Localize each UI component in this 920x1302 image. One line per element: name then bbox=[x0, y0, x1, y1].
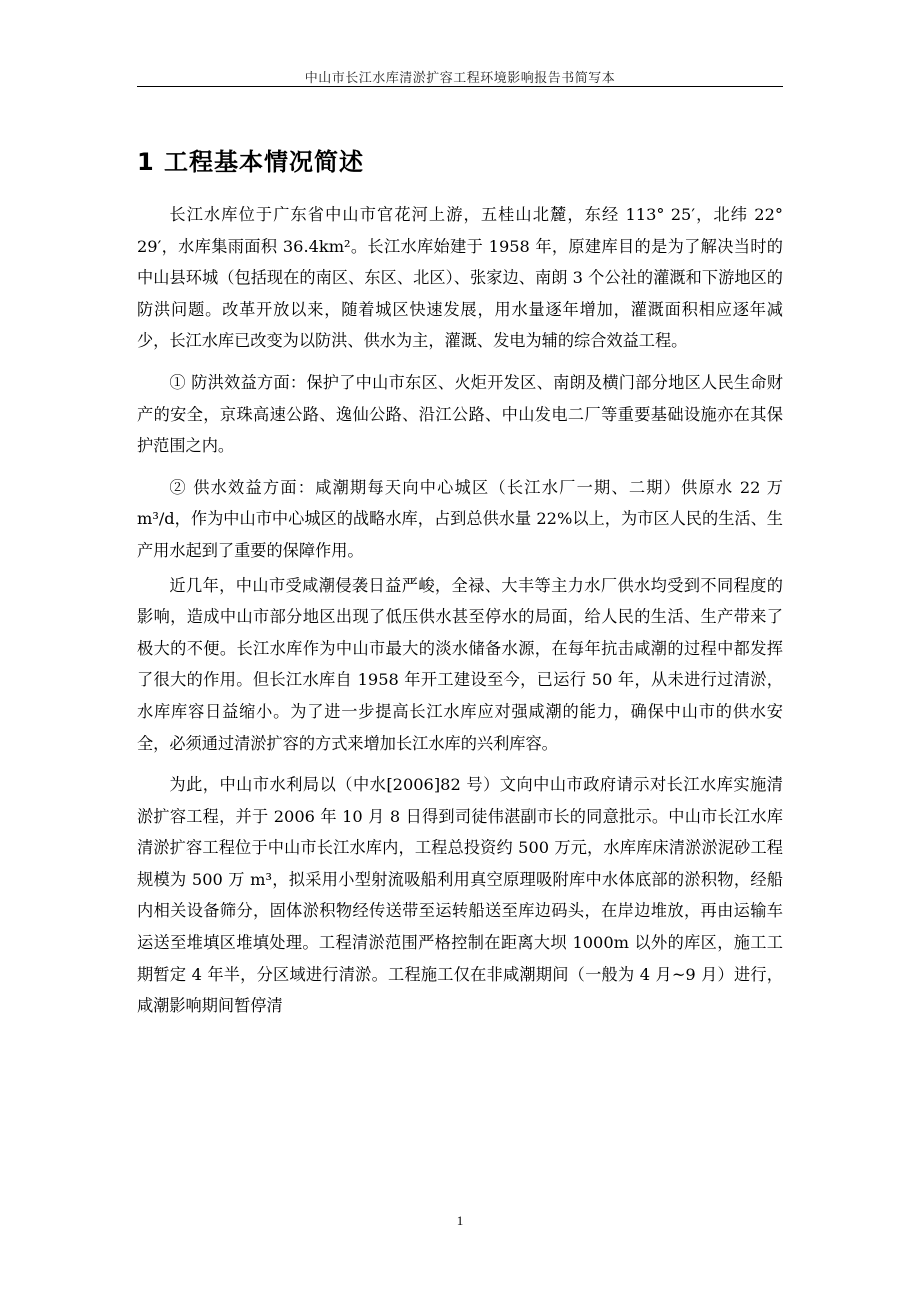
paragraph-project-description: 为此，中山市水利局以（中水[2006]82 号）文向中山市政府请示对长江水库实施清淤扩容工程，并于 2006 年 10 月 8 日得到司徒伟湛副市长的同意批示。中山市长江水库清淤扩容工程位于中山市长江水库内，工程总投资约 500 万元，水库库床清淤淤泥砂工程规模为 500 万 m³，拟采用小型射流吸船利用真空原理吸附库中水体底部的淤积物，经船内相关设备筛分，固体淤积物经传送带至运转船送至库边码头，在岸边堆放，再由运输车运送至堆填区堆填处理。工程清淤范围严格控制在距离大坝 1000m 以外的库区，施工工期暂定 4 年半，分区域进行清淤。工程施工仅在非咸潮期间（一般为 4 月~9 月）进行，咸潮影响期间暂停清 bbox=[137, 775, 783, 1016]
running-header: 中山市长江水库清淤扩容工程环境影响报告书简写本 bbox=[304, 71, 616, 86]
header-rule bbox=[137, 86, 783, 87]
section-heading: 1 工程基本情况简述 bbox=[137, 148, 365, 176]
paragraph-saltwater-issue: 近几年，中山市受咸潮侵袭日益严峻，全禄、大丰等主力水厂供水均受到不同程度的影响，造成中山市部分地区出现了低压供水甚至停水的局面，给人民的生活、生产带来了极大的不便。长江水库作为中山市最大的淡水储备水源，在每年抗击咸潮的过程中都发挥了很大的作用。但长江水库自 1958 年开工建设至今，已运行 50 年，从未进行过清淤，水库库容日益缩小。为了进一步提高长江水库应对强咸潮的能力，确保中山市的供水安全，必须通过清淤扩容的方式来增加长江水库的兴利库容。 bbox=[137, 575, 783, 753]
body-text bbox=[137, 199, 783, 1022]
paragraph-water-supply-benefit: ② 供水效益方面：咸潮期每天向中心城区（长江水厂一期、二期）供原水 22 万 m³/d，作为中山市中心城区的战略水库，占到总供水量 22%以上，为市区人民的生活、生产用水起到了重要的保障作用。 bbox=[137, 477, 783, 560]
paragraph-flood-benefit: ① 防洪效益方面：保护了中山市东区、火炬开发区、南朗及横门部分地区人民生命财产的安全，京珠高速公路、逸仙公路、沿江公路、中山发电二厂等重要基础设施亦在其保护范围之内。 bbox=[137, 372, 783, 456]
paragraph-overview: 长江水库位于广东省中山市官花河上游，五桂山北麓，东经 113° 25′，北纬 22° 29′，水库集雨面积 36.4km²。长江水库始建于 1958 年，原建库目的是为了解决当时的中山县环城（包括现在的南区、东区、北区）、张家边、南朗 3 个公社的灌溉和下游地区的防洪问题。改革开放以来，随着城区快速发展，用水量逐年增加，灌溉面积相应逐年减少，长江水库已改变为以防洪、供水为主，灌溉、发电为辅的综合效益工程。 bbox=[137, 205, 783, 351]
page-number: 1 bbox=[456, 1213, 464, 1228]
